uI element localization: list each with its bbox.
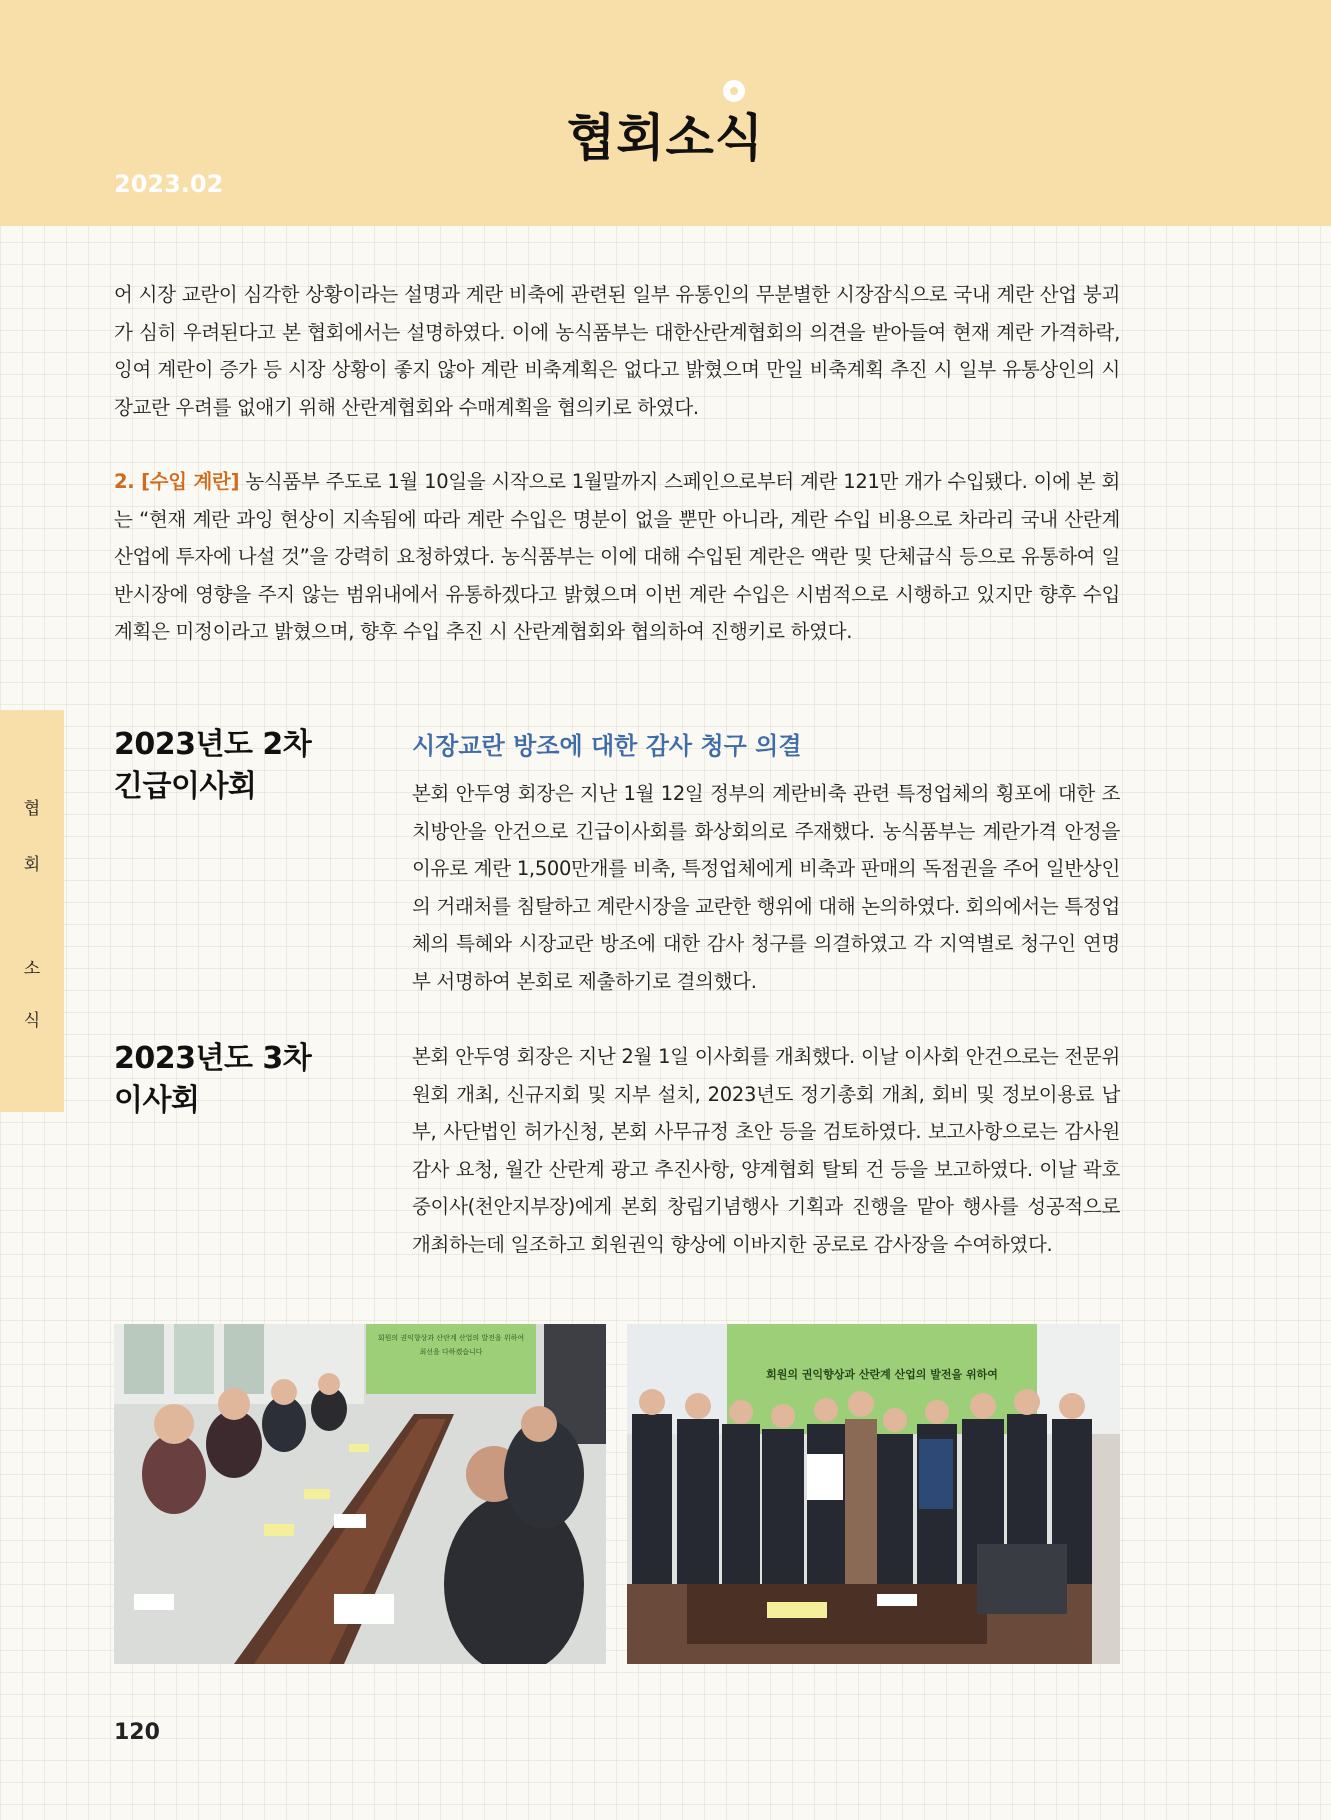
paragraph-imported-eggs	[114, 463, 1120, 651]
section-title-line: 2023년도 3차	[114, 1041, 312, 1076]
title-dot-decoration	[723, 80, 745, 102]
page-number: 120	[114, 1720, 160, 1745]
section-body-board-meeting: 본회 안두영 회장은 지난 2월 1일 이사회를 개최했다. 이날 이사회 안건으로는 전문위원회 개최, 신규지회 및 지부 설치, 2023년도 정기총회 개최, 회비 및 정보이용료 납부, 사단법인 허가신청, 본회 사무규정 초안 등을 검토하였다. 보고사항으로는 감사원 감사 요청, 월간 산란계 광고 추진사항, 양계협회 탈퇴 건 등을 보고하였다. 이날 곽호중이사(천안지부장)에게 본회 창립기념행사 기획과 진행을 맡아 행사를 성공적으로 개최하는데 일조하고 회원권익 향상에 이바지한 공로로 감사장을 수여하였다.	[412, 1045, 1120, 1256]
meeting-photo-illustration	[114, 1324, 606, 1664]
banner-text: 최선을 다하겠습니다	[419, 1348, 483, 1356]
group-photo-illustration	[627, 1324, 1120, 1664]
section-title-line: 2023년도 2차	[114, 727, 312, 762]
paragraph-label: 2. [수입 계란]	[114, 470, 240, 493]
section-title-line: 이사회	[114, 1083, 200, 1118]
section-title-line: 긴급이사회	[114, 769, 257, 804]
page-title: 협회소식	[566, 109, 765, 167]
section-title-emergency-board	[114, 724, 311, 808]
section-body-emergency-board: 본회 안두영 회장은 지난 1월 12일 정부의 계란비축 관련 특정업체의 횡포에 대한 조치방안을 안건으로 긴급이사회를 화상회의로 주재했다. 농식품부는 계란가격 안정을 이유로 계란 1,500만개를 비축, 특정업체에게 비축과 판매의 독점권을 주어 일반상인의 거래처를 침탈하고 계란시장을 교란한 행위에 대해 논의하였다. 회의에서는 특정업체의 특혜와 시장교란 방조에 대한 감사 청구를 의결하였고 각 지역별로 청구인 연명부 서명하여 본회로 제출하기로 결의했다.	[412, 782, 1120, 993]
side-tab-char: 회	[23, 855, 41, 875]
section-subtitle: 시장교란 방조에 대한 감사 청구 의결	[412, 732, 802, 760]
section-title-board-meeting	[114, 1038, 311, 1122]
issue-date: 2023.02	[114, 170, 224, 198]
paragraph-intro: 어 시장 교란이 심각한 상황이라는 설명과 계란 비축에 관련된 일부 유통인의 무분별한 시장잠식으로 국내 계란 산업 붕괴가 심히 우려된다고 본 협회에서는 설명하였다. 이에 농식품부는 대한산란계협회의 의견을 받아들여 현재 계란 가격하락, 잉여 계란이 증가 등 시장 상황이 좋지 않아 계란 비축계획은 없다고 밝혔으며 만일 비축계획 추진 시 일부 유통상인의 시장교란 우려를 없애기 위해 산란계협회와 수매계획을 협의키로 하였다.	[114, 283, 1120, 419]
banner-text: 회원의 권익향상과 산란계 산업의 발전을 위하여	[377, 1334, 525, 1342]
side-tab-char: 협	[23, 799, 41, 819]
paragraph-text: 농식품부 주도로 1월 10일을 시작으로 1월말까지 스페인으로부터 계란 121만 개가 수입됐다. 이에 본 회는 “현재 계란 과잉 현상이 지속됨에 따라 계란 수입은 명분이 없을 뿐만 아니라, 계란 수입 비용으로 차라리 국내 산란계 산업에 투자에 나설 것”을 강력히 요청하였다. 농식품부는 이에 대해 수입된 계란은 액란 및 단체급식 등으로 유통하여 일반시장에 영향을 주지 않는 범위내에서 유통하겠다고 밝혔으며 이번 계란 수입은 시범적으로 시행하고 있지만 향후 수입 계획은 미정이라고 밝혔으며, 향후 수입 추진 시 산란계협회와 협의하여 진행키로 하였다.	[114, 470, 1120, 643]
side-section-tab	[0, 710, 64, 1112]
meeting-photo	[114, 1324, 606, 1664]
side-tab-char: 소	[23, 959, 41, 979]
side-tab-char: 식	[23, 1011, 41, 1031]
group-photo	[627, 1324, 1120, 1664]
banner-text: 회원의 권익향상과 산란계 산업의 발전을 위하여	[766, 1368, 998, 1381]
